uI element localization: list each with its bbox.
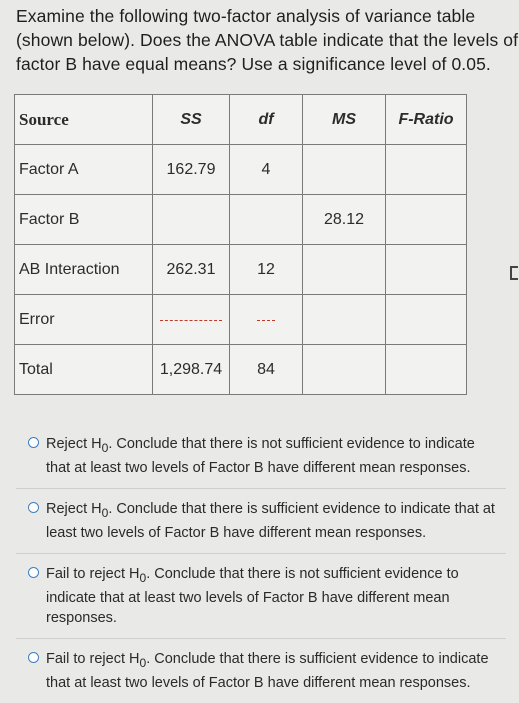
option-subscript: 0 [101,505,109,520]
radio-button[interactable] [28,502,39,513]
header-source: Source [15,95,153,145]
radio-button[interactable] [28,437,39,448]
cell-f-ratio [386,295,467,345]
cell-ms [303,245,386,295]
cell-f-ratio [386,245,467,295]
option-prefix: Reject H [46,500,102,517]
option-subscript: 0 [139,570,147,585]
option-prefix: Fail to reject H [46,650,140,667]
answer-option[interactable] [16,424,506,488]
radio-button[interactable] [28,567,39,578]
question-text: Examine the following two-factor analysis of variance table (shown below). Does the ANOVA table indicate that the levels of factor B have equal means? Use a significance level of 0.05. [16,6,519,74]
cell-df-blank [230,295,303,345]
cell-f-ratio [386,195,467,245]
table-header-row [15,95,467,145]
cell-ss: 262.31 [153,245,230,295]
table-row [15,245,467,295]
option-text [46,651,489,691]
cell-ms [303,345,386,395]
header-df: df [230,95,303,145]
header-ss: SS [153,95,230,145]
cell-df: 4 [230,145,303,195]
answer-option[interactable] [16,553,506,638]
cell-df [230,195,303,245]
bracket-icon [510,266,518,280]
option-body: . Conclude that there is sufficient evidence to indicate that at least two levels of Factor B have different mean responses. [46,650,489,691]
cell-source: Factor B [15,195,153,245]
option-prefix: Reject H [46,436,102,452]
cell-f-ratio [386,345,467,395]
cell-source: Error [15,295,153,345]
cell-df: 84 [230,345,303,395]
option-prefix: Fail to reject H [46,565,140,582]
cell-df: 12 [230,245,303,295]
table-row [15,295,467,345]
cell-ss: 1,298.74 [153,345,230,395]
option-subscript: 0 [101,440,109,455]
cell-ss-blank [153,295,230,345]
header-ms: MS [303,95,386,145]
dashed-blank-marker [257,318,275,321]
cell-ss: 162.79 [153,145,230,195]
anova-table-wrapper [14,94,467,395]
answer-option[interactable] [16,488,506,553]
cell-ms [303,145,386,195]
cell-ss [153,195,230,245]
radio-button[interactable] [28,652,39,663]
cell-source: Factor A [15,145,153,195]
option-body: . Conclude that there is not sufficient evidence to indicate that at least two levels of Factor B have different mean responses. [46,565,459,626]
answer-option[interactable] [16,638,506,703]
cell-f-ratio [386,145,467,195]
header-f-ratio: F-Ratio [386,95,467,145]
option-text [46,436,475,476]
option-subscript: 0 [139,655,147,670]
table-row [15,345,467,395]
anova-table [14,94,467,395]
option-body: . Conclude that there is not sufficient evidence to indicate that at least two levels of Factor B have different mean responses. [46,436,475,476]
dashed-blank-marker [160,318,222,321]
option-body: . Conclude that there is sufficient evidence to indicate that at least two levels of Factor B have different mean responses. [46,500,495,541]
cell-ms [303,295,386,345]
table-row [15,145,467,195]
option-text [46,501,495,541]
answer-options [16,424,506,703]
cell-source: Total [15,345,153,395]
cell-source: AB Interaction [15,245,153,295]
cell-ms: 28.12 [303,195,386,245]
option-text [46,566,459,626]
table-row [15,195,467,245]
